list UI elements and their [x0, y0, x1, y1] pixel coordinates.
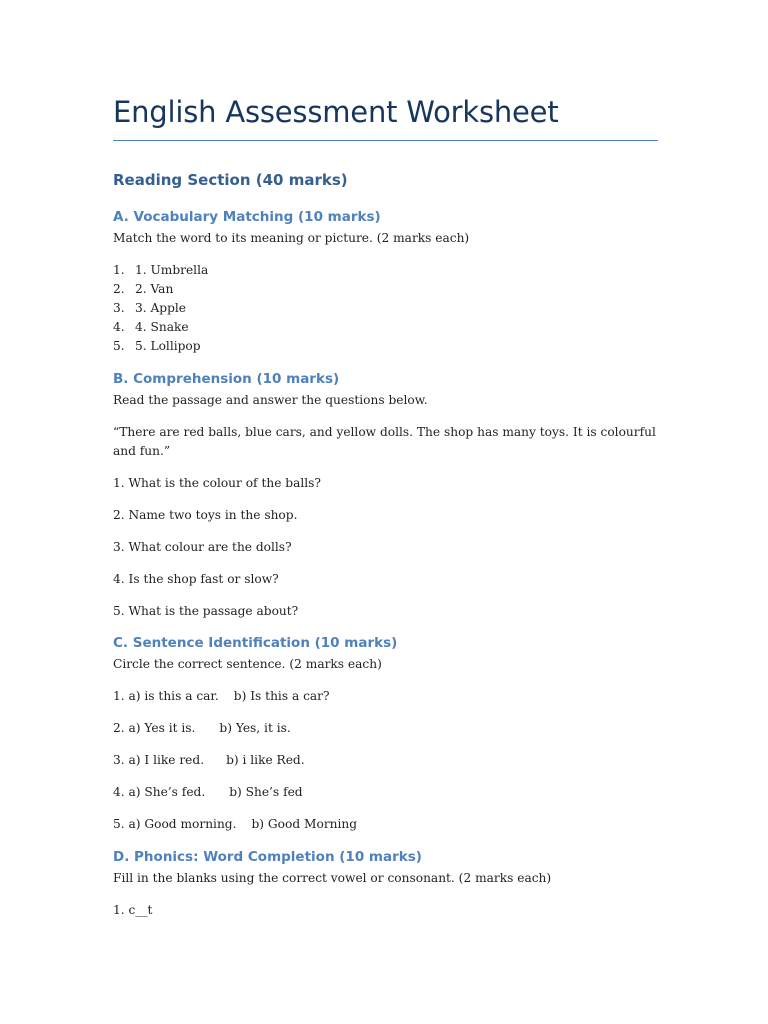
list-item-text: 5. Lollipop: [135, 339, 201, 353]
section-b-instruction: Read the passage and answer the questions below.: [113, 393, 428, 407]
option-b: b) Is this a car?: [233, 689, 330, 703]
list-number: 4.: [113, 320, 125, 334]
list-item: [113, 318, 658, 337]
reading-section-heading: Reading Section (40 marks): [113, 171, 348, 189]
option-b: b) Yes, it is.: [219, 721, 291, 735]
sentence-choice-row: [113, 815, 658, 834]
sentence-choice-row: [113, 783, 658, 802]
list-item-text: 1. Umbrella: [135, 263, 209, 277]
option-b: b) Good Morning: [251, 817, 358, 831]
option-a: 3. a) I like red.: [113, 753, 205, 767]
sentence-choice-row: [113, 751, 658, 770]
list-item: [113, 299, 658, 318]
list-item-text: 3. Apple: [135, 301, 187, 315]
vocabulary-list: [113, 261, 658, 356]
option-a: 4. a) She’s fed.: [113, 785, 206, 799]
comprehension-question: 2. Name two toys in the shop.: [113, 508, 298, 522]
section-a-instruction: Match the word to its meaning or picture. (2 marks each): [113, 231, 470, 245]
section-c-instruction: Circle the correct sentence. (2 marks each): [113, 657, 382, 671]
list-number: 2.: [113, 282, 125, 296]
document-title: English Assessment Worksheet: [113, 92, 658, 141]
sentence-choice-row: [113, 687, 658, 706]
section-a-heading: A. Vocabulary Matching (10 marks): [113, 209, 381, 225]
option-b: b) i like Red.: [226, 753, 305, 767]
option-b: b) She’s fed: [229, 785, 303, 799]
comprehension-question: 1. What is the colour of the balls?: [113, 476, 321, 490]
comprehension-question: 3. What colour are the dolls?: [113, 540, 292, 554]
list-number: 1.: [113, 263, 125, 277]
section-c-heading: C. Sentence Identification (10 marks): [113, 635, 398, 651]
list-item: [113, 280, 658, 299]
comprehension-question: 4. Is the shop fast or slow?: [113, 572, 279, 586]
list-item-text: 2. Van: [135, 282, 174, 296]
document-content: [113, 92, 658, 920]
list-number: 5.: [113, 339, 125, 353]
comprehension-passage: “There are red balls, blue cars, and yellow dolls. The shop has many toys. It is colourful and fun.”: [113, 425, 656, 458]
comprehension-question: 5. What is the passage about?: [113, 604, 299, 618]
option-a: 1. a) is this a car.: [113, 689, 219, 703]
list-number: 3.: [113, 301, 125, 315]
list-item: [113, 261, 658, 280]
list-item-text: 4. Snake: [135, 320, 189, 334]
section-b-heading: B. Comprehension (10 marks): [113, 371, 340, 387]
sentence-choice-row: [113, 719, 658, 738]
list-item: [113, 337, 658, 356]
section-d-instruction: Fill in the blanks using the correct vowel or consonant. (2 marks each): [113, 871, 552, 885]
section-d-heading: D. Phonics: Word Completion (10 marks): [113, 849, 422, 865]
word-completion-item: 1. c__t: [113, 903, 153, 917]
option-a: 2. a) Yes it is.: [113, 721, 196, 735]
option-a: 5. a) Good morning.: [113, 817, 237, 831]
